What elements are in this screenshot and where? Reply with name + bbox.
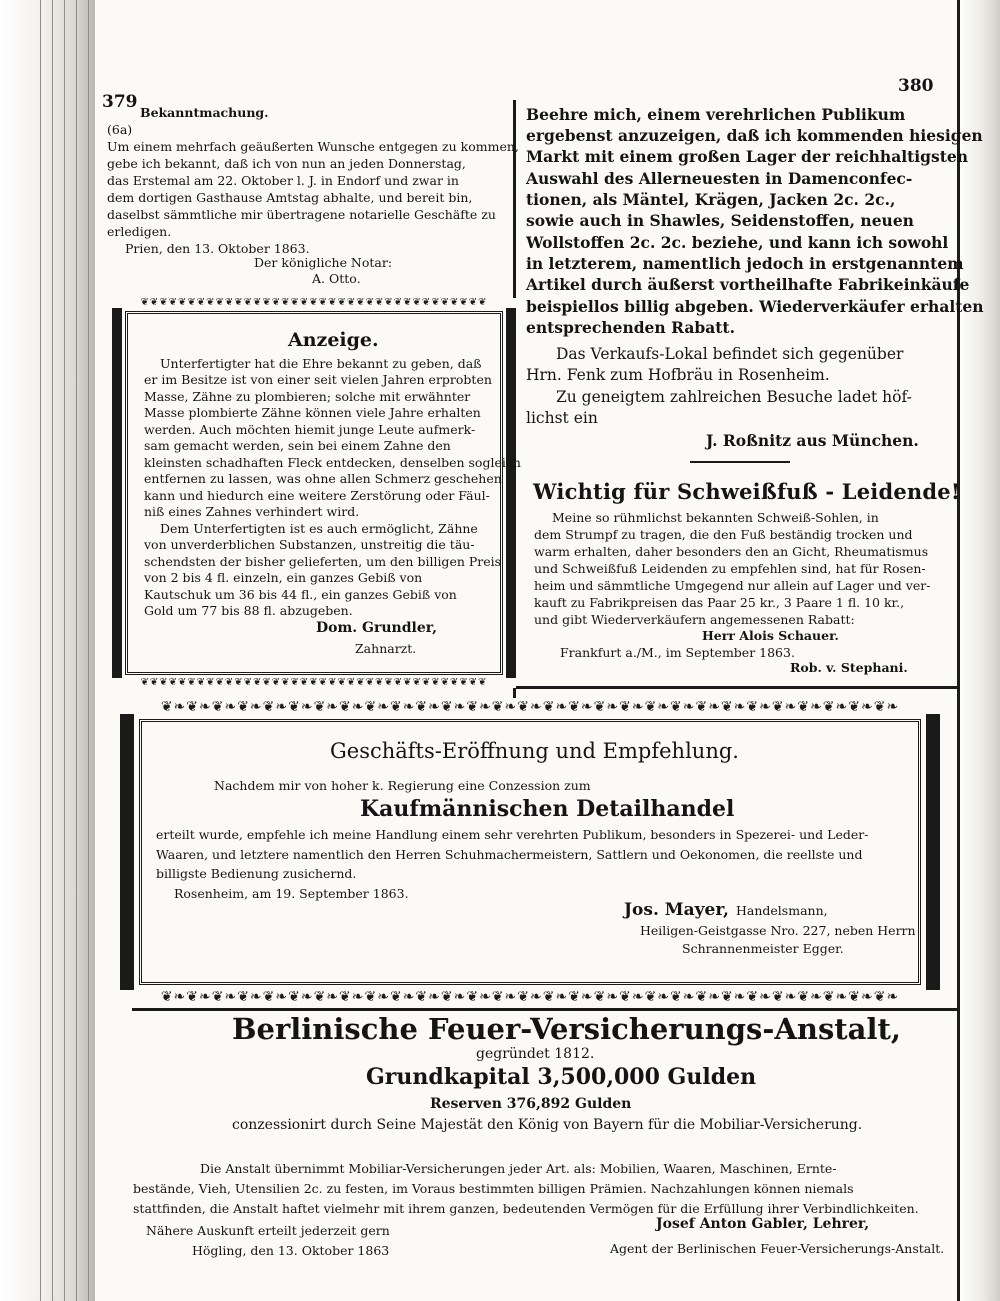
anzeige-line: Masse plombierte Zähne können viele Jahre erhalten bbox=[144, 405, 481, 420]
anzeige-line: kann und hiedurch eine weitere Zerstörung oder Fäul- bbox=[144, 488, 490, 503]
schweiss-line: Meine so rühmlichst bekannten Schweiß-Sohlen, in bbox=[552, 510, 879, 525]
berlinische-line: Die Anstalt übernimmt Mobiliar-Versicherungen jeder Art. als: Mobilien, Waaren, Maschinen, Ernte- bbox=[200, 1161, 837, 1176]
notice-line: erledigen. bbox=[107, 224, 172, 239]
page-edge-line bbox=[40, 0, 41, 1301]
geschaeft-address: Heiligen-Geistgasse Nro. 227, neben Herrn bbox=[640, 923, 916, 938]
anzeige-line: Dem Unterfertigten ist es auch ermöglicht, Zähne bbox=[160, 521, 478, 536]
schweiss-line: dem Strumpf zu tragen, die den Fuß beständig trocken und bbox=[534, 527, 913, 542]
page-number-left: 379 bbox=[102, 92, 138, 112]
schweiss-line: kauft zu Fabrikpreisen das Paar 25 kr., 3 Paare 1 fl. 10 kr., bbox=[534, 595, 905, 610]
anzeige-line: entfernen zu lassen, was ohne allen Schmerz geschehen bbox=[144, 471, 502, 486]
notice-place-date: Prien, den 13. Oktober 1863. bbox=[125, 241, 310, 256]
schweiss-place-date: Frankfurt a./M., im September 1863. bbox=[560, 645, 795, 660]
ad-line: Beehre mich, einem verehrlichen Publikum bbox=[526, 105, 906, 124]
page-edge-line bbox=[52, 0, 53, 1301]
anzeige-line: von unverderblichen Substanzen, unstreitig die täu- bbox=[144, 537, 475, 552]
anzeige-line: von 2 bis 4 fl. einzeln, ein ganzes Gebiß von bbox=[144, 570, 423, 585]
ad-signature: J. Roßnitz aus München. bbox=[706, 431, 919, 450]
ad-line: Das Verkaufs-Lokal befindet sich gegenüber bbox=[556, 345, 904, 363]
book-spine-shadow bbox=[0, 0, 95, 1301]
geschaeft-signature: Jos. Mayer, bbox=[624, 900, 729, 920]
berlinische-concession: conzessionirt durch Seine Majestät den König von Bayern für die Mobiliar-Versicherung. bbox=[232, 1117, 863, 1133]
schweiss-line: warm erhalten, daher besonders den an Gicht, Rheumatismus bbox=[534, 544, 929, 559]
berlinische-title: Berlinische Feuer-Versicherungs-Anstalt, bbox=[232, 1012, 901, 1046]
ad-line: Wollstoffen 2c. 2c. beziehe, und kann ich sowohl bbox=[526, 233, 949, 252]
ornament-border: ❦❧❦❧❦❧❦❧❦❧❦❧❦❧❦❧❦❧❦❧❦❧❦❧❦❧❦❧❦❧❦❧❦❧❦❧❦❧❦❧❦❧❦❧❦❧❦❧❦❧❦❧❦❧❦❧❦❧ bbox=[120, 990, 940, 1004]
notice-line: daselbst sämmtliche mir übertragene notarielle Geschäfte zu bbox=[107, 207, 496, 222]
berlinische-line: stattfinden, die Anstalt haftet vielmehr mit ihrem ganzen, bedeutenden Vermögen für die Erfüllung ihrer Verbindlichkeiten. bbox=[133, 1201, 919, 1216]
ad-line: Artikel durch äußerst vortheilhafte Fabrikeinkäufe bbox=[526, 275, 970, 294]
notice-signature-title: Der königliche Notar: bbox=[254, 255, 393, 270]
separator-rule bbox=[516, 686, 957, 689]
schweiss-heading: Wichtig für Schweißfuß - Leidende! bbox=[533, 479, 961, 504]
anzeige-line: werden. Auch möchten hiemit junge Leute aufmerk- bbox=[144, 422, 476, 437]
separator-rule bbox=[132, 1008, 958, 1011]
ad-line: beispiellos billig abgeben. Wiederverkäufer erhalten bbox=[526, 297, 984, 316]
geschaeft-subheading: Kaufmännischen Detailhandel bbox=[360, 796, 735, 822]
anzeige-line: Unterfertigter hat die Ehre bekannt zu geben, daß bbox=[160, 356, 482, 371]
notice-line: das Erstemal am 22. Oktober l. J. in Endorf und zwar in bbox=[107, 173, 459, 188]
notice-line: dem dortigen Gasthause Amtstag abhalte, und bereit bin, bbox=[107, 190, 473, 205]
notice-number: (6a) bbox=[107, 122, 133, 137]
geschaeft-heading: Geschäfts-Eröffnung und Empfehlung. bbox=[330, 739, 739, 763]
notice-line: Um einem mehrfach geäußerten Wunsche entgegen zu kommen, bbox=[107, 139, 519, 154]
notice-heading: Bekanntmachung. bbox=[140, 105, 269, 120]
ornament-border: ❦❧❦❧❦❧❦❧❦❧❦❧❦❧❦❧❦❧❦❧❦❧❦❧❦❧❦❧❦❧❦❧❦❧❦❧❦❧❦❧❦❧❦❧❦❧❦❧❦❧❦❧❦❧❦❧❦❧ bbox=[120, 700, 940, 714]
anzeige-line: niß eines Zahnes verhindert wird. bbox=[144, 504, 360, 519]
ad-line: in letzterem, namentlich jedoch in erstgenanntem bbox=[526, 254, 964, 273]
ad-line: sowie auch in Shawles, Seidenstoffen, neuen bbox=[526, 211, 914, 230]
schweiss-signature: Rob. v. Stephani. bbox=[790, 660, 908, 675]
right-page-edge bbox=[957, 0, 1000, 1301]
anzeige-line: Gold um 77 bis 88 fl. abzugeben. bbox=[144, 603, 353, 618]
berlinische-signature-title: Agent der Berlinischen Feuer-Versicherungs-Anstalt. bbox=[610, 1241, 945, 1256]
berlinische-founded: gegründet 1812. bbox=[476, 1046, 595, 1062]
geschaeft-line: Nachdem mir von hoher k. Regierung eine Conzession zum bbox=[214, 778, 591, 793]
berlinische-info: Nähere Auskunft erteilt jederzeit gern bbox=[146, 1223, 390, 1238]
anzeige-line: Kautschuk um 36 bis 44 fl., ein ganzes Gebiß von bbox=[144, 587, 457, 602]
berlinische-signature: Josef Anton Gabler, Lehrer, bbox=[656, 1216, 870, 1232]
ad-line: tionen, als Mäntel, Krägen, Jacken 2c. 2c., bbox=[526, 190, 896, 209]
ad-line: Hrn. Fenk zum Hofbräu in Rosenheim. bbox=[526, 366, 830, 384]
column-divider bbox=[513, 688, 516, 698]
geschaeft-line: erteilt wurde, empfehle ich meine Handlung einem sehr verehrten Publikum, besonders in Spezerei- und Leder- bbox=[156, 827, 869, 842]
right-border-line bbox=[957, 0, 960, 1301]
berlinische-line: bestände, Vieh, Utensilien 2c. zu festen, im Voraus bestimmten billigen Prämien. Nachzahlungen können niemals bbox=[133, 1181, 854, 1196]
anzeige-signature-title: Zahnarzt. bbox=[355, 641, 417, 656]
berlinische-capital: Grundkapital 3,500,000 Gulden bbox=[366, 1064, 757, 1090]
geschaeft-signature-title: Handelsmann, bbox=[736, 903, 828, 918]
anzeige-line: sam gemacht werden, sein bei einem Zahne den bbox=[144, 438, 451, 453]
ornament-border: ❦❦❦❦❦❦❦❦❦❦❦❦❦❦❦❦❦❦❦❦❦❦❦❦❦❦❦❦❦❦❦❦❦❦❦❦❦ bbox=[112, 298, 516, 308]
ad-line: ergebenst anzuzeigen, daß ich kommenden hiesigen bbox=[526, 126, 983, 145]
anzeige-line: er im Besitze ist von einer seit vielen Jahren erprobten bbox=[144, 372, 492, 387]
page-number-right: 380 bbox=[898, 76, 934, 96]
schweiss-line: heim und sämmtliche Umgegend nur allein auf Lager und ver- bbox=[534, 578, 931, 593]
page-edge-line bbox=[88, 0, 89, 1301]
anzeige-signature-name: Dom. Grundler, bbox=[316, 620, 437, 636]
berlinische-reserves: Reserven 376,892 Gulden bbox=[430, 1096, 632, 1112]
geschaeft-line: Waaren, und letztere namentlich den Herren Schuhmachermeistern, Sattlern und Oekonomen, die reellste und bbox=[156, 847, 863, 862]
berlinische-place-date: Högling, den 13. Oktober 1863 bbox=[192, 1243, 390, 1258]
ornament-border: ❦❦❦❦❦❦❦❦❦❦❦❦❦❦❦❦❦❦❦❦❦❦❦❦❦❦❦❦❦❦❦❦❦❦❦❦❦ bbox=[112, 678, 516, 688]
separator-rule bbox=[690, 461, 790, 463]
schweiss-agent: Herr Alois Schauer. bbox=[702, 628, 839, 643]
notice-signature-name: A. Otto. bbox=[312, 271, 361, 286]
geschaeft-address: Schrannenmeister Egger. bbox=[682, 941, 844, 956]
page-edge-line bbox=[64, 0, 65, 1301]
geschaeft-line: billigste Bedienung zusichernd. bbox=[156, 866, 357, 881]
anzeige-line: kleinsten schadhaften Fleck entdecken, denselben sogleich bbox=[144, 455, 521, 470]
schweiss-line: und gibt Wiederverkäufern angemessenen Rabatt: bbox=[534, 612, 855, 627]
ad-line: Auswahl des Allerneuesten in Damenconfec- bbox=[526, 169, 913, 188]
geschaeft-place-date: Rosenheim, am 19. September 1863. bbox=[174, 886, 409, 901]
ad-line: lichst ein bbox=[526, 409, 598, 427]
ad-line: Markt mit einem großen Lager der reichhaltigsten bbox=[526, 147, 969, 166]
notice-line: gebe ich bekannt, daß ich von nun an jeden Donnerstag, bbox=[107, 156, 466, 171]
page-edge-line bbox=[76, 0, 77, 1301]
anzeige-line: schendsten der bisher gelieferten, um den billigen Preis bbox=[144, 554, 502, 569]
anzeige-line: Masse, Zähne zu plombieren; solche mit erwähnter bbox=[144, 389, 471, 404]
ad-line: Zu geneigtem zahlreichen Besuche ladet höf- bbox=[556, 388, 912, 406]
column-divider bbox=[513, 100, 516, 298]
anzeige-heading: Anzeige. bbox=[288, 329, 379, 351]
schweiss-line: und Schweißfuß Leidenden zu empfehlen sind, hat für Rosen- bbox=[534, 561, 926, 576]
ad-line: entsprechenden Rabatt. bbox=[526, 318, 735, 337]
